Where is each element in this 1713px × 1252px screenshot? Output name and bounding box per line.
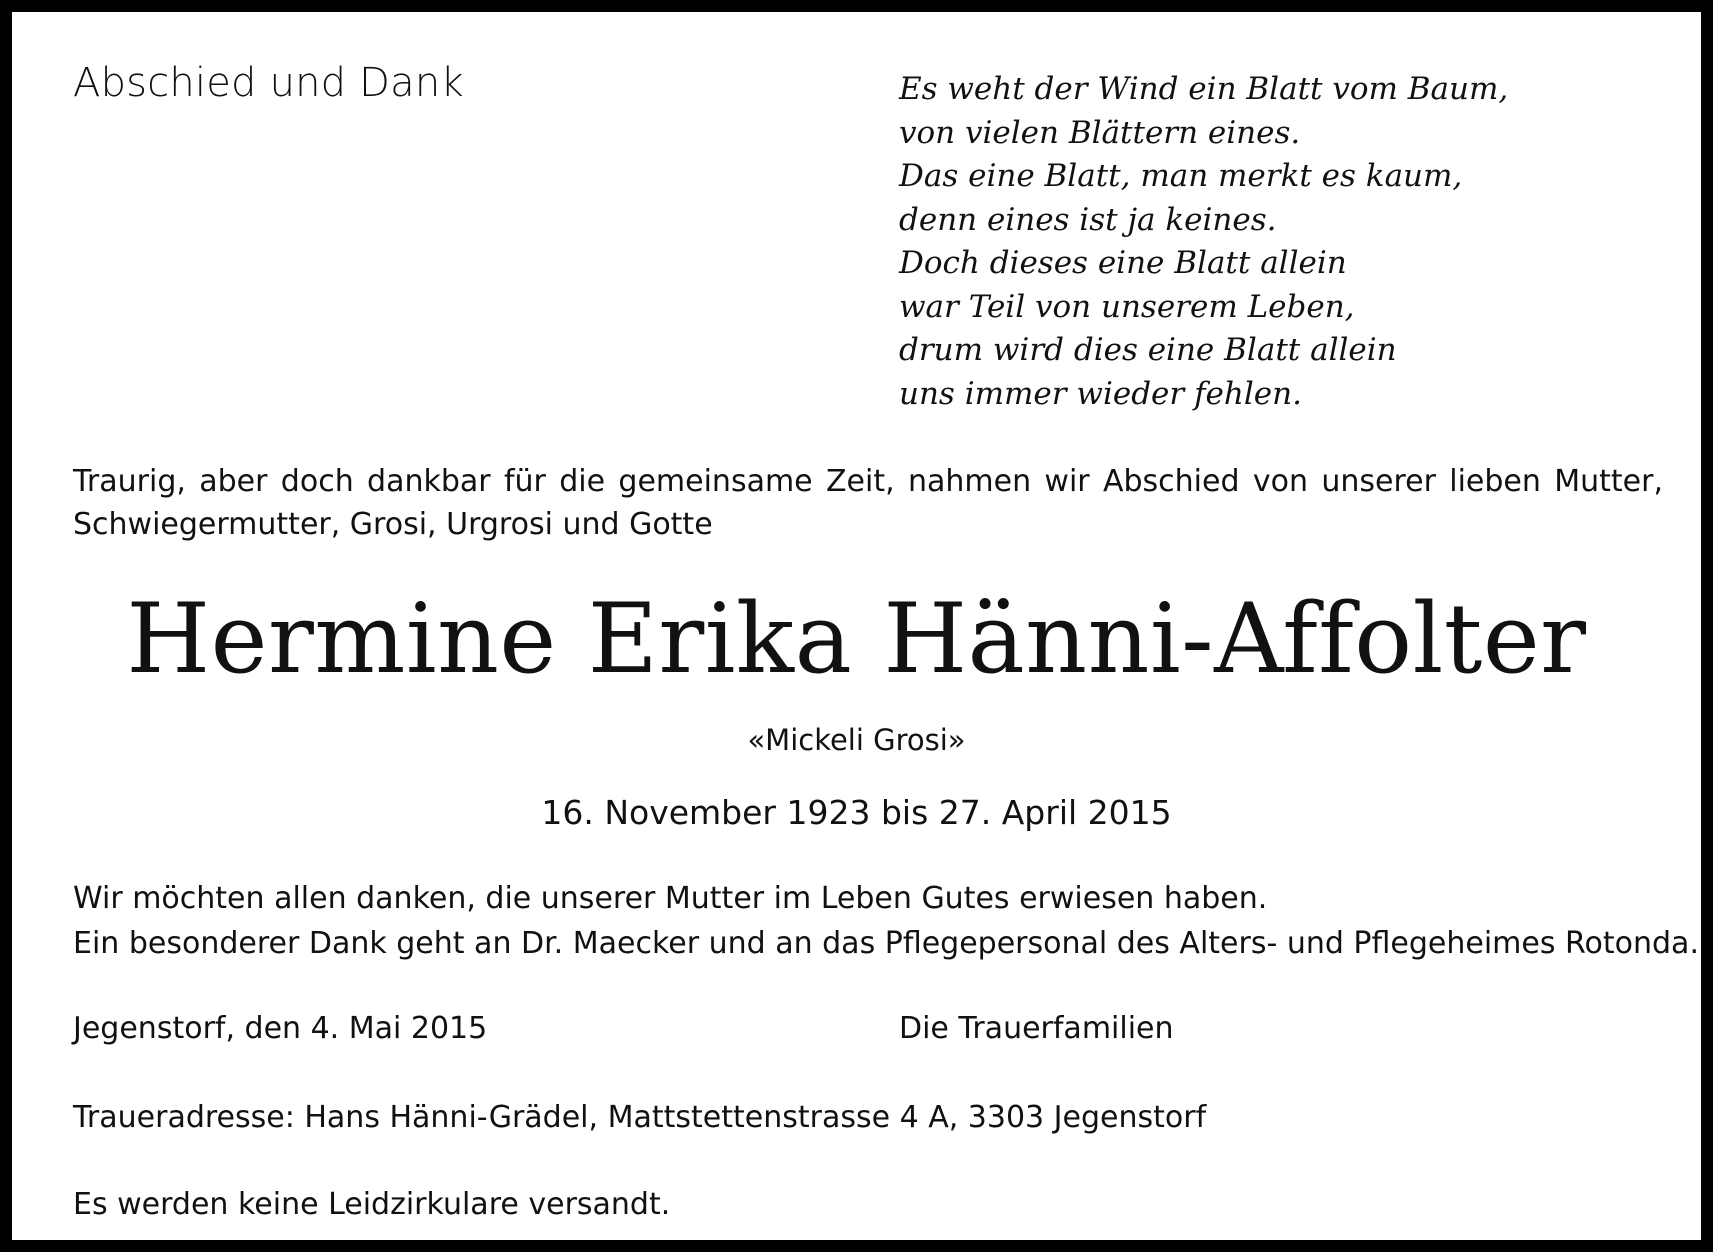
poem-line: war Teil von unserem Leben, <box>899 288 1355 325</box>
mourning-address: Traueradresse: Hans Hänni-Grädel, Mattstettenstrasse 4 A, 3303 Jegenstorf <box>73 1100 1207 1135</box>
intro-paragraph: Traurig, aber doch dankbar für die gemeinsame Zeit, nahmen wir Abschied von unserer lieben Mutter, Schwiegermutter, Grosi, Urgrosi und Gotte <box>73 464 1663 542</box>
poem-line: drum wird dies eine Blatt allein <box>899 332 1397 368</box>
notice-heading: Abschied und Dank <box>73 60 464 106</box>
poem-line: Es weht der Wind ein Blatt vom Baum, <box>899 71 1509 107</box>
nickname: «Mickeli Grosi» <box>747 723 966 757</box>
thanks-line: Wir möchten allen danken, die unserer Mutter im Leben Gutes erwiesen haben. <box>73 881 1268 916</box>
deceased-name: Hermine Erika Hänni-Affolter <box>126 583 1587 695</box>
poem-line: von vielen Blättern eines. <box>899 114 1301 151</box>
thanks-paragraph <box>73 876 1699 966</box>
poem-line: Doch dieses eine Blatt allein <box>899 245 1347 281</box>
signature: Die Trauerfamilien <box>899 1011 1174 1046</box>
poem-line: Das eine Blatt, man merkt es kaum, <box>899 158 1463 194</box>
thanks-line: Ein besonderer Dank geht an Dr. Maecker und an das Pflegepersonal des Alters- und Pflegeheimes Rotonda. <box>73 926 1699 961</box>
life-dates: 16. November 1923 bis 27. April 2015 <box>541 793 1172 832</box>
poem <box>899 68 1508 416</box>
circular-notice: Es werden keine Leidzirkulare versandt. <box>73 1187 671 1222</box>
poem-line: denn eines ist ja keines. <box>899 201 1277 238</box>
place-and-date: Jegenstorf, den 4. Mai 2015 <box>73 1011 488 1046</box>
poem-line: uns immer wieder fehlen. <box>899 375 1302 412</box>
